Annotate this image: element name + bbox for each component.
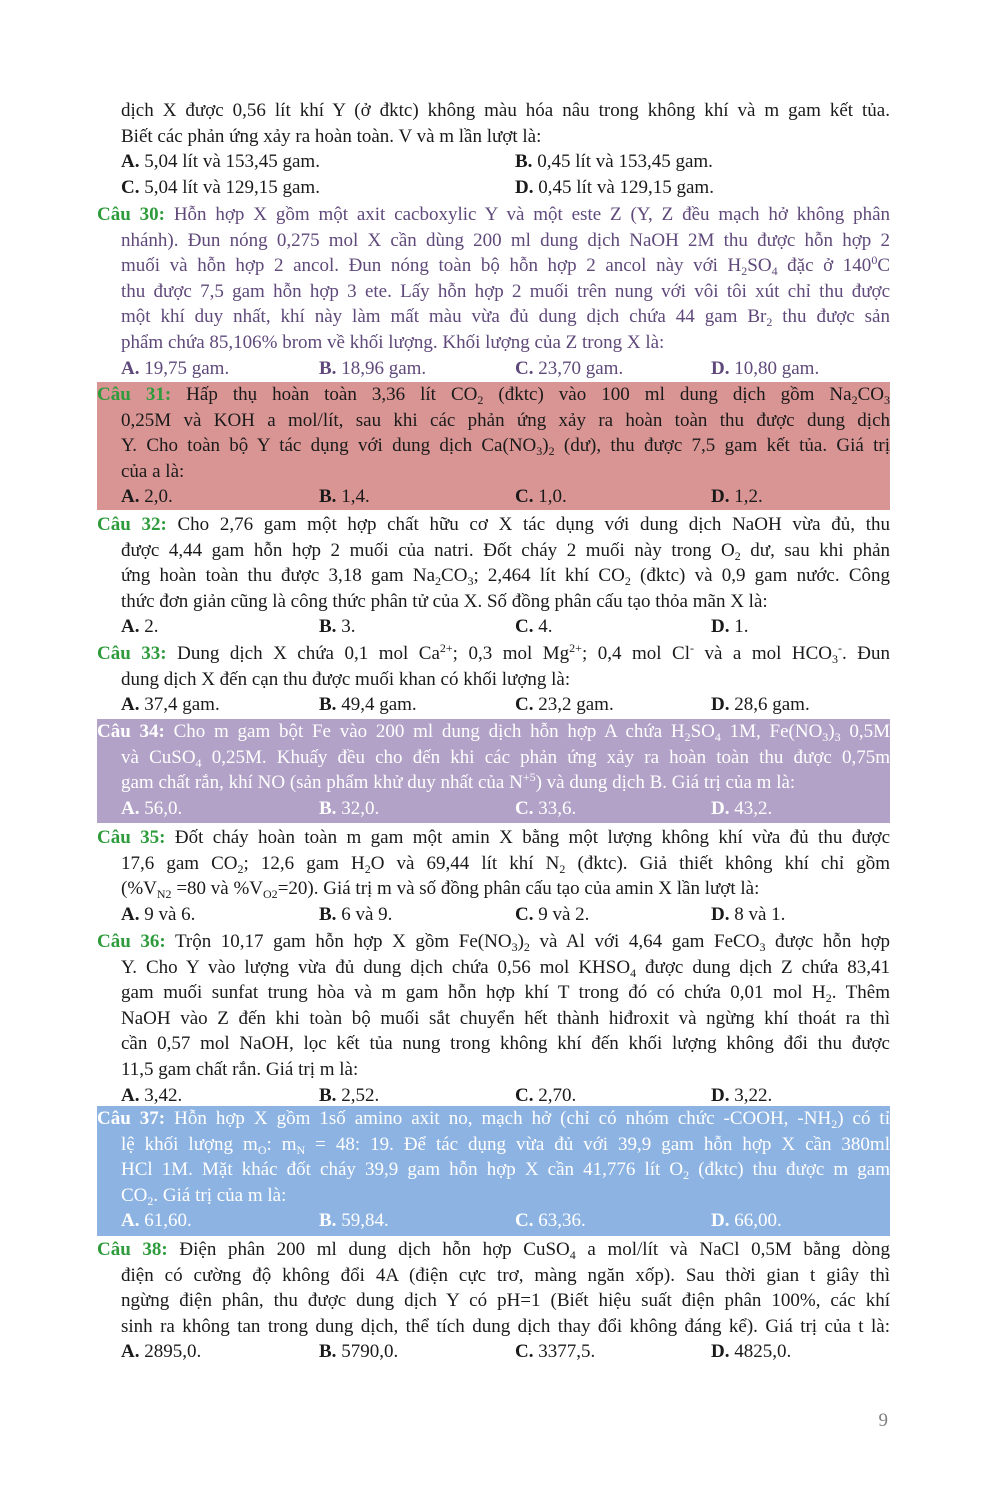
question-29-continuation — [97, 98, 890, 200]
question-38: Câu 38: Điện phân 200 ml dung dịch hỗn hợp CuSO$_4$ a mol/lít và NaCl 0,5M bằng dòng điện có cường độ không đổi 4A (điện cực trơ, màng ngăn xốp). Sau thời gian t giây thì ngừng điện phân, thu được dung dịch Y có pH=1 (Biết hiệu suất điện phân 100%, các khí sinh ra không tan trong dung dịch, thể tích dung dịch thay đổi không đáng kể). Giá trị của t là: A. 2895,0. B. 5790,0. C. 3377,5. D. 4825,0. — [97, 1237, 890, 1365]
text-line: Y. Cho toàn bộ Y tác dụng với dung dịch $Ca(NO_3)_2$ (dư), thu được 7,5 gam kết tủa. Giá trị — [121, 435, 890, 459]
question-37: Câu 37: Hỗn hợp X gồm 1số amino axit no, mạch hở (chỉ có nhóm chức -COOH, $-NH_2$) có tỉ lệ khối lượng $m_O$: $m_N = 48$: 19. Để tác dụng vừa đủ với 39,9 gam hỗn hợp X cần 380ml HCl 1M. Mặt khác đốt cháy 39,9 gam hỗn hợp X cần 41,776 lít $O_2$ (đktc) thu được m gam $CO_2$. Giá trị của m là: A. 61,60. B. 59,84. C. 63,36. D. 66,00. — [97, 1106, 890, 1236]
answer-options — [97, 692, 890, 718]
text-line: 0,25M và KOH a mol/lít, sau khi các phản ứng xảy ra hoàn toàn thu được dung dịch — [121, 409, 890, 431]
question-36: Câu 36: Trộn 10,17 gam hỗn hợp X gồm $Fe(NO_3)_2$ và Al với 4,64 gam FeCO$_3$ được hỗn hợp Y. Cho Y vào lượng vừa đủ dung dịch chứa 0,56 mol $KHSO_4$ được dung dịch Z chứa 83,41 gam muối sunfat trung hòa và m gam hỗn hợp khí T trong đó có chứa 0,01 mol $H_2$. Thêm NaOH vào Z đến khi toàn bộ muối sắt chuyển hết thành hiđroxit và ngừng khí thoát ra thì cần 0,57 mol NaOH, lọc kết tủa nung trong không khí đến khối lượng không đổi thu được 11,5 gam chất rắn. Giá trị m là: A. 3,42. B. 2,52. C. 2,70. D. 3,22. — [97, 929, 890, 1108]
option-a[interactable]: A. 56,0. — [121, 797, 183, 819]
option-c[interactable]: C. 23,70 gam. — [515, 357, 624, 379]
answer-options — [97, 149, 890, 175]
text-line: được 4,44 gam hỗn hợp 2 muối của natri. Đốt cháy 2 muối này trong $O_2$ dư, sau khi phản — [121, 539, 890, 563]
option-d[interactable]: D. 1,2. — [711, 486, 763, 508]
answer-options — [97, 614, 890, 640]
option-a[interactable]: A. 61,60. — [121, 1210, 192, 1232]
text-line: của a là: — [121, 460, 185, 482]
option-d[interactable]: D. 43,2. — [711, 797, 773, 819]
text-line: dung dịch X đến cạn thu được muối khan có khối lượng là: — [121, 668, 571, 690]
question-31: Câu 31: Hấp thụ hoàn toàn 3,36 lít $CO_2$ (đktc) vào 100 ml dung dịch gồm $Na_2CO_3$ 0,25M và KOH a mol/lít, sau khi các phản ứng xảy ra hoàn toàn thu được dung dịch Y. Cho toàn bộ Y tác dụng với dung dịch $Ca(NO_3)_2$ (dư), thu được 7,5 gam kết tủa. Giá trị của a là: A. 2,0. B. 1,4. C. 1,0. D. 1,2. — [97, 382, 890, 510]
answer-options — [97, 1208, 890, 1234]
option-c[interactable]: C. 4. — [515, 616, 553, 638]
option-b[interactable]: B. 0,45 lít và 153,45 gam. — [515, 151, 713, 173]
text-line: một khí duy nhất, khí này làm mất màu vừa đủ dung dịch chứa 44 gam $Br_2$ thu được sản — [121, 306, 890, 330]
option-b[interactable]: B. 59,84. — [319, 1210, 389, 1232]
answer-options — [97, 796, 890, 822]
text-line: ($\%V_{N2} =80$ và $\%V_{O2}=20$). Giá trị m và số đồng phân cấu tạo của amin X lần lượt là: — [121, 878, 760, 902]
question-number: Câu 31: — [97, 384, 172, 405]
question-30 — [97, 202, 890, 381]
option-a[interactable]: A. 3,42. — [121, 1084, 183, 1106]
question-number: Câu 32: — [97, 514, 167, 535]
option-c[interactable]: C. 63,36. — [515, 1210, 586, 1232]
option-d[interactable]: D. 4825,0. — [711, 1341, 792, 1363]
text: Hỗn hợp X gồm một axit cacboxylic Y và một este Z (Y, Z đều mạch hở không phân — [173, 204, 890, 225]
question-32: Câu 32: Cho 2,76 gam một hợp chất hữu cơ X tác dụng với dung dịch NaOH vừa đủ, thu được 4,44 gam hỗn hợp 2 muối của natri. Đốt cháy 2 muối này trong $O_2$ dư, sau khi phản ứng hoàn toàn thu được 3,18 gam $Na_2CO_3$; 2,464 lít khí $CO_2$ (đktc) và 0,9 gam nước. Công thức đơn giản cũng là công thức phân tử của X. Số đồng phân cấu tạo thỏa mãn X là: A. 2. B. 3. C. 4. D. 1. — [97, 512, 890, 640]
text-line: muối và hỗn hợp 2 ancol. Đun nóng toàn bộ hỗn hợp 2 ancol này với $H_2SO_4$ đặc ở $140^0C$ — [121, 253, 890, 279]
text-line: Y. Cho Y vào lượng vừa đủ dung dịch chứa 0,56 mol $KHSO_4$ được dung dịch Z chứa 83,41 — [121, 956, 890, 980]
question-35: Câu 35: Đốt cháy hoàn toàn m gam một amin X bằng một lượng không khí vừa đủ thu được 17,6 gam $CO_2$; 12,6 gam $H_2O$ và 69,44 lít khí $N_2$ (đktc). Giả thiết không khí chỉ gồm ($\%V_{N2} =80$ và $\%V_{O2}=20$). Giá trị m và số đồng phân cấu tạo của amin X lần lượt là: A. 9 và 6. B. 6 và 9. C. 9 và 2. D. 8 và 1. — [97, 825, 890, 927]
question-number: Câu 36: — [97, 931, 166, 952]
option-d[interactable]: D. 1. — [711, 616, 749, 638]
option-b[interactable]: B. 32,0. — [319, 797, 380, 819]
option-c[interactable]: C. 5,04 lít và 129,15 gam. — [121, 176, 320, 198]
option-c[interactable]: C. 9 và 2. — [515, 903, 590, 925]
text-line: thu được 7,5 gam hỗn hợp 3 ete. Lấy hỗn hợp 2 muối trên nung với vôi tôi xút chỉ thu được — [121, 280, 890, 302]
option-c[interactable]: C. 1,0. — [515, 486, 567, 508]
option-b[interactable]: B. 3. — [319, 616, 356, 638]
text-line: $CO_2$. Giá trị của m là: — [121, 1184, 287, 1208]
option-c[interactable]: C. 23,2 gam. — [515, 694, 614, 716]
option-a[interactable]: A. 9 và 6. — [121, 903, 196, 925]
page-number: 9 — [878, 1410, 888, 1431]
text-line: NaOH vào Z đến khi toàn bộ muối sắt chuyển hết thành hiđroxit và ngừng khí thoát ra thì — [121, 1007, 890, 1029]
text-line: 11,5 gam chất rắn. Giá trị m là: — [121, 1058, 359, 1080]
option-d[interactable]: D. 0,45 lít và 129,15 gam. — [515, 176, 714, 198]
option-a[interactable]: A. 2,0. — [121, 486, 173, 508]
option-b[interactable]: B. 18,96 gam. — [319, 357, 427, 379]
text-line: ngừng điện phân, thu được dung dịch Y có pH=1 (Biết hiệu suất điện phân 100%, các khí — [121, 1290, 890, 1312]
option-d[interactable]: D. 10,80 gam. — [711, 357, 820, 379]
option-a[interactable]: A. 2. — [121, 616, 159, 638]
option-b[interactable]: B. 1,4. — [319, 486, 370, 508]
question-number: Câu 38: — [97, 1239, 168, 1260]
question-number: Câu 35: — [97, 827, 166, 848]
option-d[interactable]: D. 3,22. — [711, 1084, 773, 1106]
text-line: và CuSO$_4$ 0,25M. Khuấy đều cho đến khi các phản ứng xảy ra hoàn toàn thu được 0,75m — [121, 746, 890, 770]
text-line: HCl 1M. Mặt khác đốt cháy 39,9 gam hỗn hợp X cần 41,776 lít $O_2$ (đktc) thu được m gam — [121, 1159, 890, 1183]
option-c[interactable]: C. 2,70. — [515, 1084, 577, 1106]
text-line: lệ khối lượng $m_O$: $m_N = 48$: 19. Để tác dụng vừa đủ với 39,9 gam hỗn hợp X cần 380ml — [121, 1133, 890, 1157]
text-line: nhánh). Đun nóng 0,275 mol X cần dùng 200 ml dung dịch NaOH 2M thu được hỗn hợp 2 — [121, 229, 890, 251]
text-line: điện có cường độ không đổi 4A (điện cực trơ, màng ngăn xốp). Sau thời gian t giây thì — [121, 1264, 890, 1286]
option-a[interactable]: A. 19,75 gam. — [121, 357, 230, 379]
answer-options — [97, 902, 890, 928]
text-line: cần 0,57 mol NaOH, lọc kết tủa nung trong không khí đến khối lượng không đổi thu được — [121, 1033, 890, 1055]
option-d[interactable]: D. 28,6 gam. — [711, 694, 810, 716]
option-b[interactable]: B. 5790,0. — [319, 1341, 399, 1363]
answer-options — [97, 484, 890, 510]
answer-options — [97, 356, 890, 382]
option-d[interactable]: D. 66,00. — [711, 1210, 782, 1232]
question-34: Câu 34: Cho m gam bột Fe vào 200 ml dung dịch hỗn hợp A chứa $H_2SO_4$ 1M, $Fe(NO_3)_3$ 0,5M và CuSO$_4$ 0,25M. Khuấy đều cho đến khi các phản ứng xảy ra hoàn toàn thu được 0,75m gam chất rắn, khí NO (sản phẩm khử duy nhất của $N^{+5}$) và dung dịch B. Giá trị của m là: A. 56,0. B. 32,0. C. 33,6. D. 43,2. — [97, 719, 890, 823]
text-line: 17,6 gam $CO_2$; 12,6 gam $H_2O$ và 69,44 lít khí $N_2$ (đktc). Giả thiết không khí chỉ gồm — [121, 852, 890, 876]
text-line: gam chất rắn, khí NO (sản phẩm khử duy nhất của $N^{+5}$) và dung dịch B. Giá trị của m là: — [121, 770, 796, 794]
text-line: sinh ra không tan trong dung dịch, thể tích dung dịch thay đổi không đáng kể). Giá trị của t là: — [121, 1315, 890, 1337]
option-a[interactable]: A. 37,4 gam. — [121, 694, 220, 716]
option-c[interactable]: C. 3377,5. — [515, 1341, 596, 1363]
text-line: gam muối sunfat trung hòa và m gam hỗn hợp khí T trong đó có chứa 0,01 mol $H_2$. Thêm — [121, 982, 890, 1006]
text-line: phẩm chứa 85,106% brom về khối lượng. Khối lượng của Z trong X là: — [121, 331, 665, 353]
option-d[interactable]: D. 8 và 1. — [711, 903, 786, 925]
text-line: Biết các phản ứng xảy ra hoàn toàn. V và m lần lượt là: — [121, 125, 542, 147]
text-line: dịch X được 0,56 lít khí Y (ở đktc) không màu hóa nâu trong không khí và m gam kết tủa. — [121, 100, 890, 121]
option-b[interactable]: B. 2,52. — [319, 1084, 380, 1106]
option-a[interactable]: A. 5,04 lít và 153,45 gam. — [121, 151, 320, 173]
option-b[interactable]: B. 49,4 gam. — [319, 694, 417, 716]
question-33: Câu 33: Dung dịch X chứa 0,1 mol $Ca^{2+}$; 0,3 mol $Mg^{2+}$; 0,4 mol Cl- và a mol $HCO_3^-$. Đun dung dịch X đến cạn thu được muối khan có khối lượng là: A. 37,4 gam. B. 49,4 gam. C. 23,2 gam. D. 28,6 gam. — [97, 641, 890, 718]
option-c[interactable]: C. 33,6. — [515, 797, 577, 819]
question-number: Câu 33: — [97, 643, 167, 664]
text-line: ứng hoàn toàn thu được 3,18 gam $Na_2CO_3$; 2,464 lít khí $CO_2$ (đktc) và 0,9 gam nước. Công — [121, 565, 890, 589]
option-a[interactable]: A. 2895,0. — [121, 1341, 202, 1363]
answer-options — [97, 1083, 890, 1109]
text-line: thức đơn giản cũng là công thức phân tử của X. Số đồng phân cấu tạo thỏa mãn X là: — [121, 590, 768, 612]
answer-options — [97, 175, 890, 201]
answer-options — [97, 1339, 890, 1365]
question-number: Câu 30: — [97, 204, 165, 225]
option-b[interactable]: B. 6 và 9. — [319, 903, 393, 925]
question-number: Câu 34: — [97, 721, 165, 742]
question-number: Câu 37: — [97, 1108, 166, 1129]
